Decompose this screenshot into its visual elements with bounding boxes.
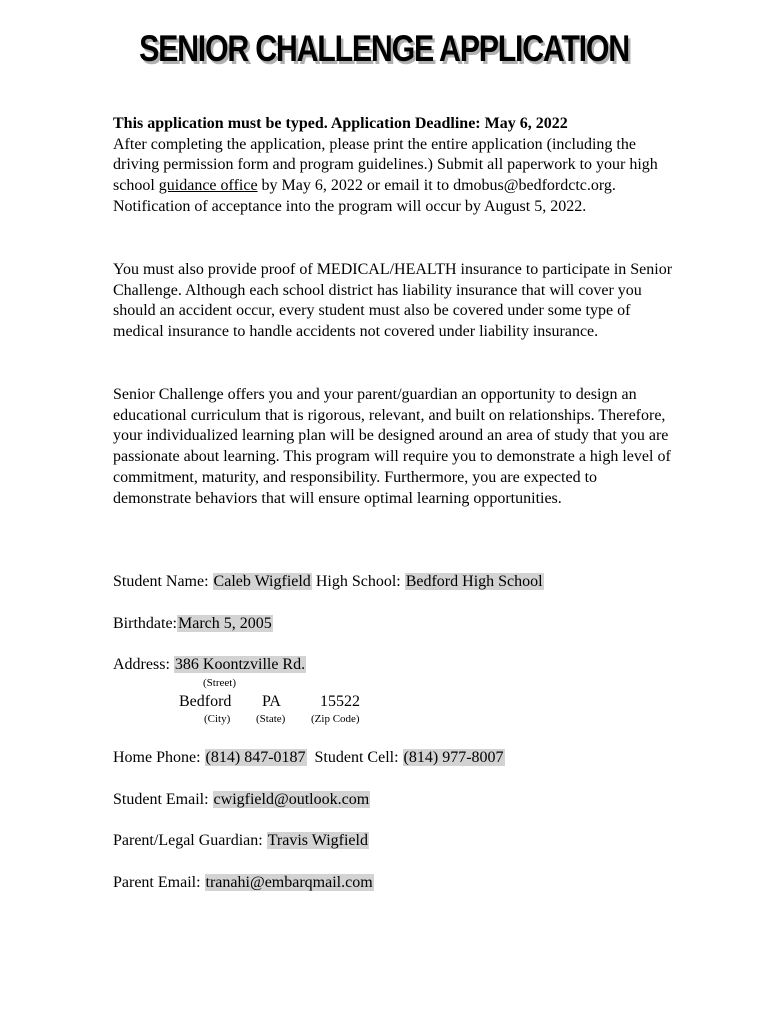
guardian-label: Parent/Legal Guardian:: [113, 832, 267, 849]
home-phone-field[interactable]: (814) 847-0187: [205, 749, 306, 766]
intro-text-a: After completing the application, please print the entire application (including the driving permission form and program guidelines.) Submit all paperwork to your high school: [113, 135, 658, 195]
high-school-field[interactable]: Bedford High School: [405, 573, 543, 590]
student-email-row: [113, 790, 370, 810]
street-field[interactable]: 386 Koontzville Rd.: [174, 656, 306, 673]
student-email-field[interactable]: cwigfield@outlook.com: [213, 791, 370, 808]
insurance-paragraph: You must also provide proof of MEDICAL/HEALTH insurance to participate in Senior Challenge. Although each school district has liability insurance that will cover you should an accident occur, every student must also be covered under some type of medical insurance to handle accidents not covered under liability insurance.: [113, 261, 673, 341]
city-caption: (City): [204, 713, 231, 725]
street-caption: (Street): [203, 677, 236, 689]
zip-field[interactable]: 15522: [320, 693, 360, 710]
phone-row: [113, 748, 505, 768]
state-caption: (State): [256, 713, 286, 725]
program-paragraph: Senior Challenge offers you and your parent/guardian an opportunity to design an educational curriculum that is rigorous, relevant, and built on relationships. Therefore, your individualized learning plan will be designed around an area of study that you are passionate about learning. This program will require you to demonstrate a high level of commitment, maturity, and responsibility. Furthermore, you are expected to demonstrate behaviors that will ensure optimal learning opportunities.: [113, 386, 671, 507]
home-phone-label: Home Phone:: [113, 749, 205, 766]
address-label: Address:: [113, 656, 174, 673]
student-name-label: Student Name:: [113, 573, 213, 590]
address-row: [113, 655, 306, 675]
page-title: SENIOR CHALLENGE APPLICATION: [139, 28, 629, 69]
student-name-row: [113, 572, 544, 592]
birthdate-label: Birthdate:: [113, 615, 177, 632]
guardian-row: [113, 831, 369, 851]
student-cell-field[interactable]: (814) 977-8007: [403, 749, 504, 766]
guardian-field[interactable]: Travis Wigfield: [267, 832, 368, 849]
intro-text-b: by May 6, 2022 or email it to dmobus@bedfordctc.org. Notification of acceptance into the program will occur by August 5, 2022.: [113, 177, 616, 215]
parent-email-row: [113, 873, 374, 893]
deadline-line: This application must be typed. Application Deadline: May 6, 2022: [113, 115, 568, 132]
student-cell-label: Student Cell:: [314, 749, 403, 766]
student-email-label: Student Email:: [113, 791, 213, 808]
guidance-office-link[interactable]: guidance office: [158, 177, 258, 195]
birthdate-field[interactable]: March 5, 2005: [177, 615, 272, 632]
parent-email-label: Parent Email:: [113, 874, 205, 891]
high-school-label: High School:: [315, 573, 405, 590]
student-name-field[interactable]: Caleb Wigfield: [213, 573, 311, 590]
state-field[interactable]: PA: [262, 693, 281, 710]
zip-caption: (Zip Code): [311, 713, 360, 725]
birthdate-row: [113, 614, 273, 634]
city-field[interactable]: Bedford: [179, 693, 232, 710]
intro-paragraph: [113, 114, 673, 218]
parent-email-field[interactable]: tranahi@embarqmail.com: [205, 874, 373, 891]
